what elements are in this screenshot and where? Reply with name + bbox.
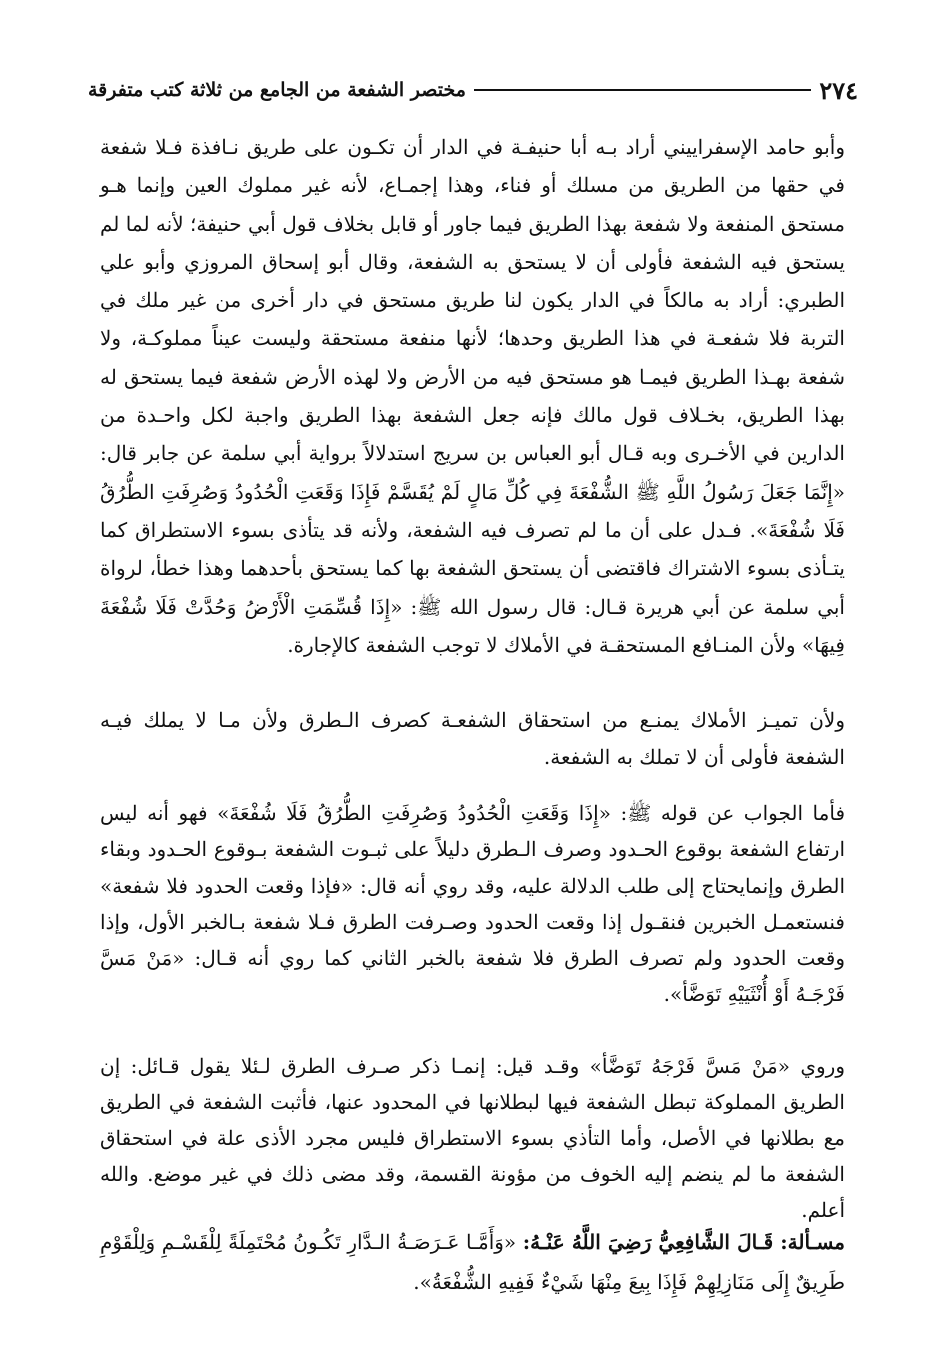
header-rule bbox=[474, 89, 811, 91]
paragraph-2: ولأن تميـز الأملاك يمنـع من استحقاق الشفعـة كصرف الـطرق ولأن مـا لا يملك فيـه الشفعة فأولى أن لا تملك به الشفعة. bbox=[100, 708, 845, 769]
paragraph-4: وروي «مَنْ مَسَّ فَرْجَهُ تَوَضَّأ» وقـد قيل: إنمـا ذكر صـرف الطرق لـئلا يقول قـائل: إن الطريق المملوكة تبطل الشفعة فيها لبطلانها في المحدود عنها، فأثبت الشفعة في الطريق مع بطلانها في الأصل، وأما التأذي بسوء الاستطراق فليس مجرد الأذى علة في استحقاق الشفعة ما لم ينضم إليه الخوف من مؤونة القسمة، وقد مضى ذلك في غير موضع. والله أعلم. bbox=[100, 1054, 845, 1222]
masala-label: مسـألة: قَـالَ الشَّافِعِيُّ رَضِيَ اللَّهُ عَنْـهُ: bbox=[522, 1230, 845, 1254]
paragraph-3: فأما الجواب عن قوله ﷺ: «إِذَا وَقَعَتِ الْحُدُودُ وَصُرِفَتِ الطُّرُقُ فَلَا شُفْعَةَ» فهو أنه ليس ارتفاع الشفعة بوقوع الحـدود وصرف الـطرق دليلاً على ثبـوت الشفعة بـوقوع الحـدود وبقاء الطرق وإنمايحتاج إلى طلب الدلالة عليه، وقد روي أنه قال: «فإذا وقعت الحدود فلا شفعة» فنستعمـل الخبرين فنقـول إذا وقعت الحدود وصـرفت الطرق فـلا شفعة بـالخبر الأول، وإذا وقعت الحدود ولم تصرف الطرق فلا شفعة بالخبر الثاني كما روي أنه قـال: «مَنْ مَسَّ فَرْجَـهُ أَوْ أُنْثَيَيْهِ تَوَضَّأ». bbox=[100, 801, 845, 1007]
masala-quote: «وَأَمَّـا عَـرَصَـةُ الـدَّارِ تَكُـونُ مُحْتَمِلَةً لِلْقَسْـمِ وَلِلْقَوْمِ طَرِيقٌ إِلَى مَنَازِلِهِمْ فَإِذَا بِيعَ مِنْهَا شَيْءٌ فَفِيهِ الشُّفْعَةُ». bbox=[100, 1230, 845, 1294]
running-title: مختصر الشفعة من الجامع من ثلاثة كتب متفرقة bbox=[88, 79, 466, 101]
page-header bbox=[88, 70, 858, 110]
paragraph-1: وأبو حامد الإسفراييني أراد بـه أبا حنيفـة في الدار أن تكـون على طريق نـافذة فـلا شفعة في حقها من الطريق من مسلك أو فناء، وهذا إجمـاع، لأنه غير مملوك العين وإنما هـو مستحق المنفعة ولا شفعة بهذا الطريق فيما جاور أو قابل بخلاف قول أبي حنيفة؛ لأنه لما لم يستحق فيه الشفعة فأولى أن لا يستحق به الشفعة، وقال أبو إسحاق المروزي وأبو علي الطبري: أراد به مالكاً في الدار يكون لنا طريق مستحق في دار أخرى من غير ملك في التربة فلا شفعـة في هذا الطريق وحدها؛ لأنها منفعة مستحقة وليست عيناً مملوكـة، ولا شفعة بهـذا الطريق فيمـا هو مستحق فيه من الأرض ولا لهذه الأرض شفعة فيما يستحق له بهذا الطريق، بخـلاف قول مالك فإنه جعل الشفعة بهذا الطريق واجبة لكل واحـدة من الدارين في الأخـرى وبه قـال أبو العباس بن سريج استدلالاً برواية أبي سلمة عن جابر قال: «إِنَّمَا جَعَلَ رَسُولُ اللَّهِ ﷺ الشُّفْعَةَ فِي كُلِّ مَالٍ لَمْ يُقَسَّمْ فَإِذَا وَقَعَتِ الْحُدُودُ وَصُرِفَتِ الطُّرُقُ فَلَا شُفْعَةَ». فـدل على أن ما لم تصرف فيه الشفعة، ولأنه قد يتأذى بسوء الاستطراق كما يتـأذى بسوء الاشتراك فاقتضى أن يستحق الشفعة بها كما يستحق بأحدهما وهذا خطأ، لرواة أبي سلمة عن أبي هريرة قـال: قال رسول الله ﷺ: «إِذَا قُسِّمَتِ الْأَرْضُ وَحُدَّتْ فَلَا شُفْعَةَ فِيهَا» ولأن المنـافع المستحقـة في الأملاك لا توجب الشفعة كالإجارة. bbox=[100, 135, 845, 657]
page-number: ٢٧٤ bbox=[819, 75, 858, 105]
paragraph-5-masala bbox=[100, 1222, 845, 1302]
